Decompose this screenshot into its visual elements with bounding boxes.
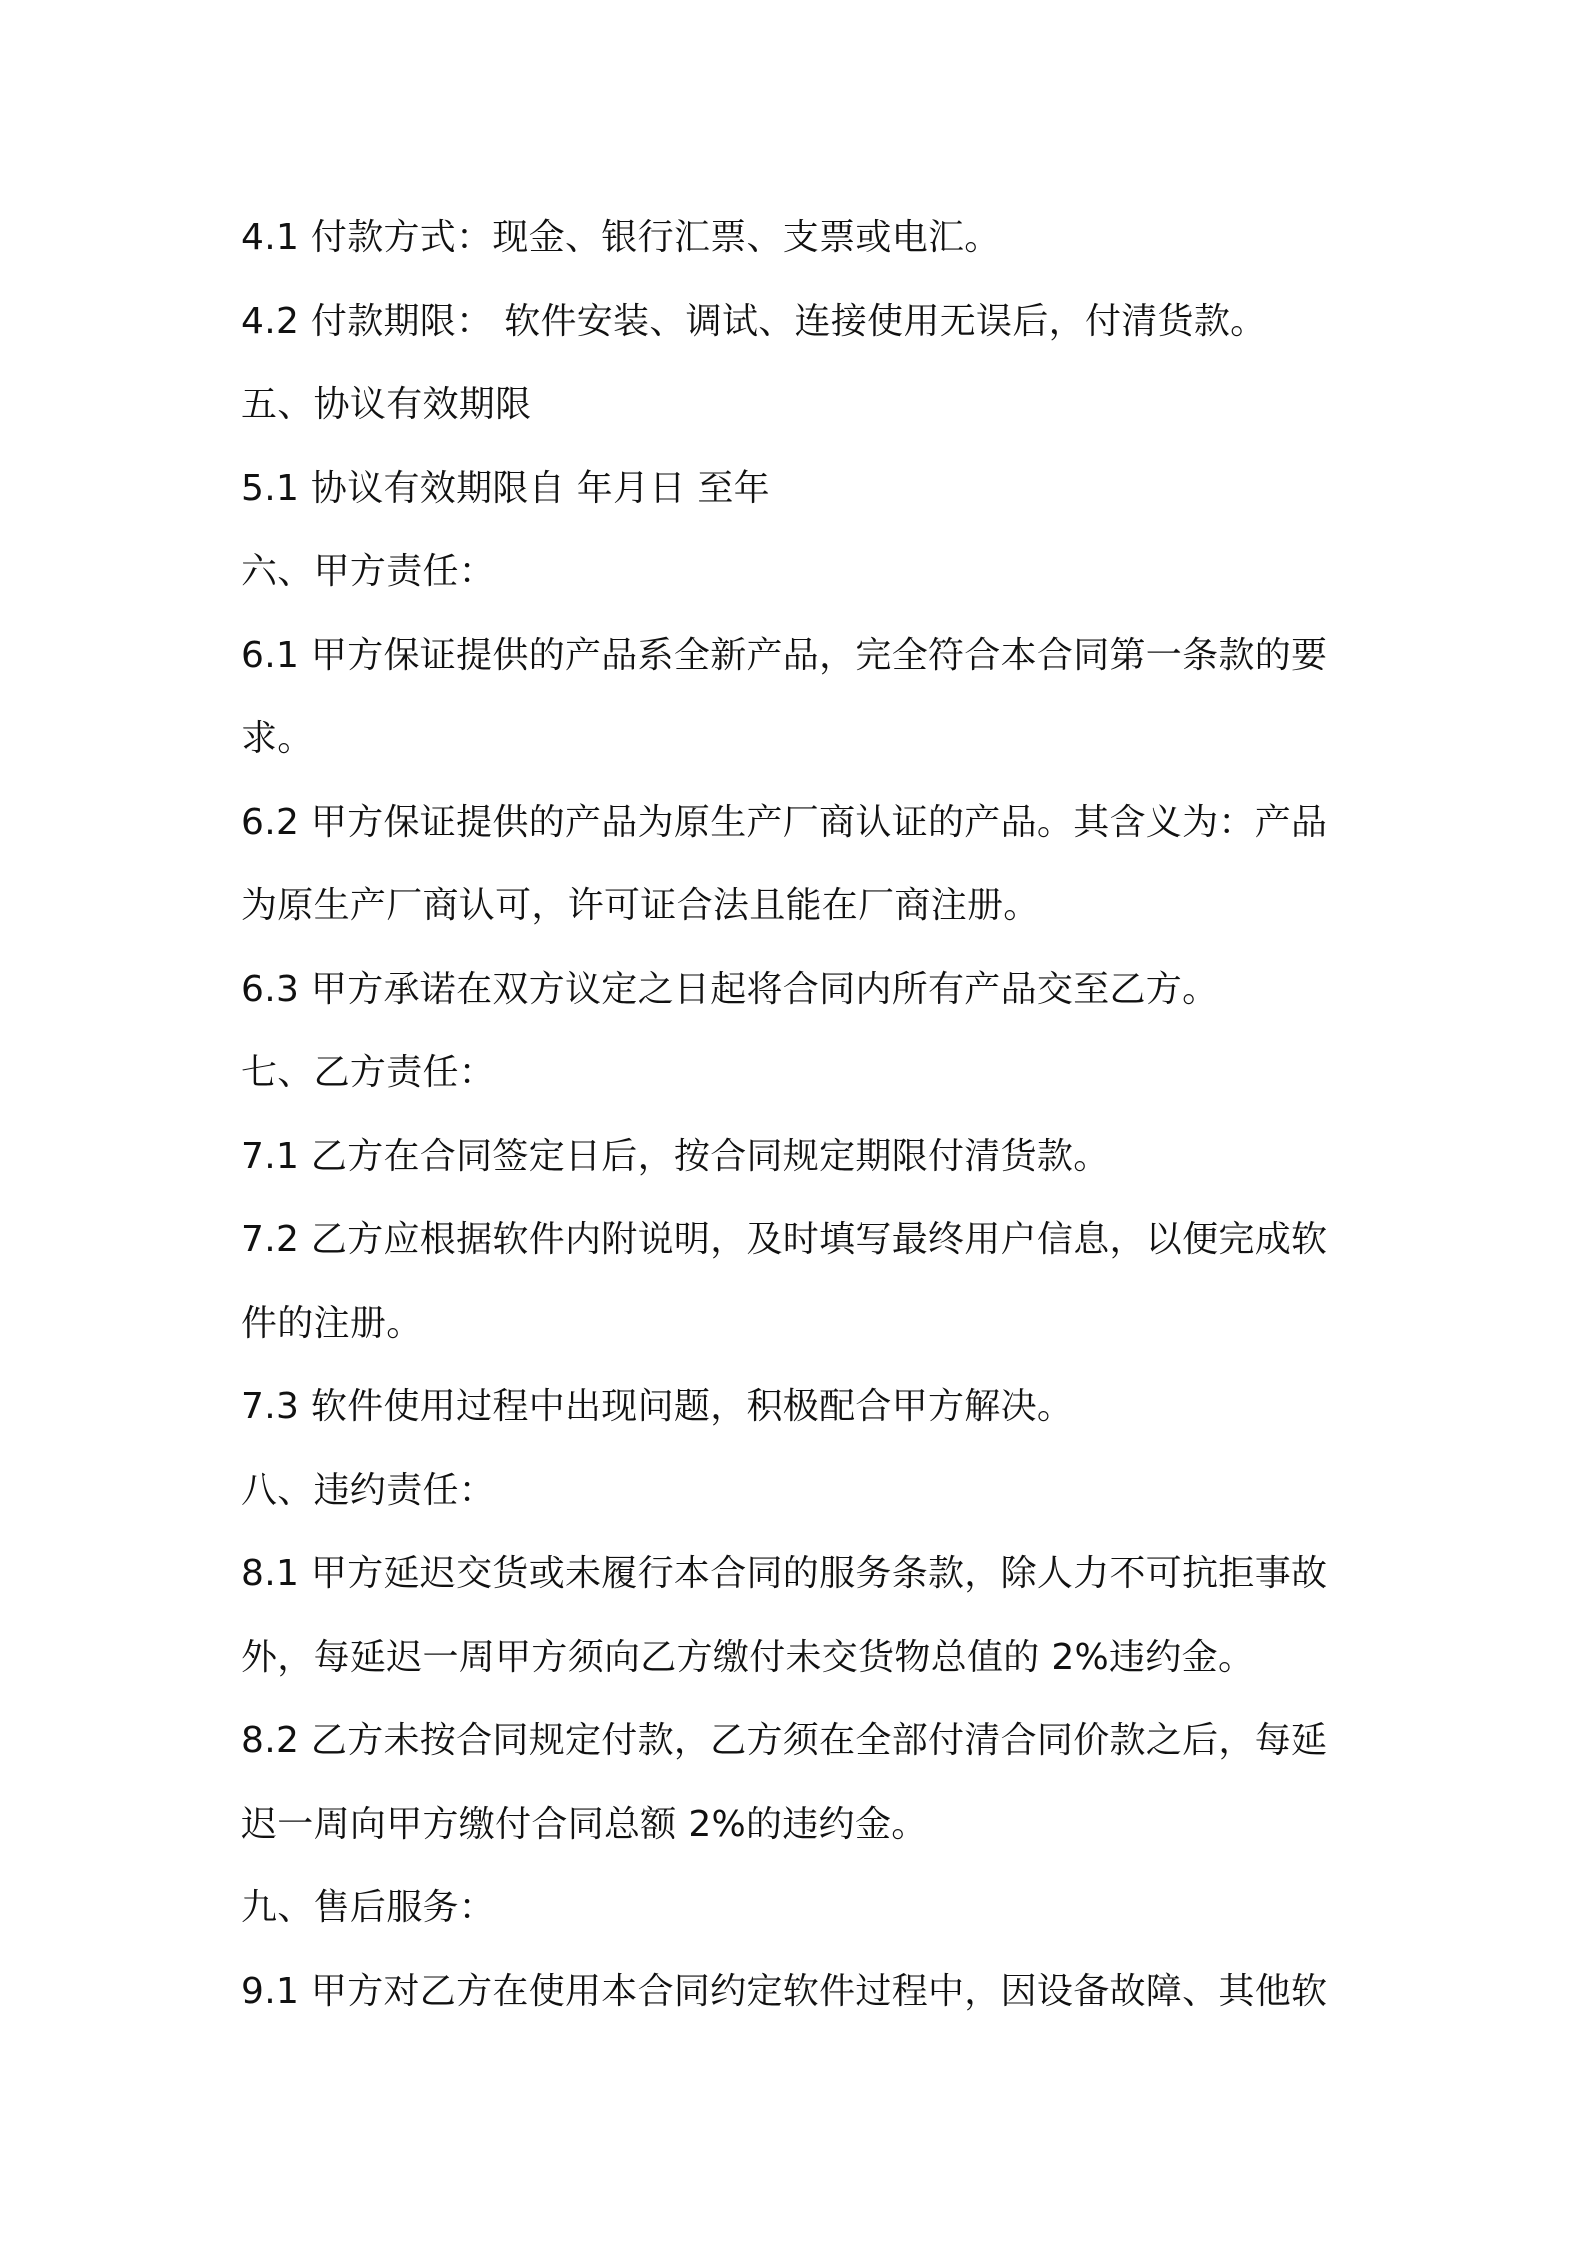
clause-8-2-line-2: 迟一周向甲方缴付合同总额 2%的违约金。 [241, 1803, 928, 1845]
section-7-heading: 七、乙方责任： [241, 1052, 496, 1093]
clause-6-3: 6.3 甲方承诺在双方议定之日起将合同内所有产品交至乙方。 [241, 968, 1219, 1010]
clause-8-1-line-1: 8.1 甲方延迟交货或未履行本合同的服务条款，除人力不可抗拒事故 [241, 1553, 1328, 1594]
clause-7-2-line-1: 7.2 乙方应根据软件内附说明，及时填写最终用户信息，以便完成软 [241, 1219, 1328, 1260]
clause-6-1-line-2: 求。 [241, 718, 314, 759]
section-6-heading: 六、甲方责任： [241, 551, 496, 592]
clause-8-1-line-2: 外，每延迟一周甲方须向乙方缴付未交货物总值的 2%违约金。 [241, 1636, 1255, 1678]
clause-5-1: 5.1 协议有效期限自 年月日 至年 [241, 467, 770, 509]
clause-4-1: 4.1 付款方式：现金、银行汇票、支票或电汇。 [241, 217, 1001, 258]
section-8-heading: 八、违约责任： [241, 1469, 496, 1511]
clause-6-1-line-1: 6.1 甲方保证提供的产品系全新产品，完全符合本合同第一条款的要 [241, 634, 1328, 676]
section-9-heading: 九、售后服务： [241, 1887, 496, 1928]
clause-4-2: 4.2 付款期限： 软件安装、调试、连接使用无误后，付清货款。 [241, 300, 1267, 342]
clause-6-2-line-2: 为原生产厂商认可，许可证合法且能在厂商注册。 [241, 885, 1040, 926]
clause-6-2-line-1: 6.2 甲方保证提供的产品为原生产厂商认证的产品。其含义为：产品 [241, 801, 1328, 843]
contract-text-body [241, 196, 1361, 2033]
clause-7-2-line-2: 件的注册。 [241, 1302, 423, 1344]
clause-7-1: 7.1 乙方在合同签定日后，按合同规定期限付清货款。 [241, 1135, 1110, 1177]
clause-8-2-line-1: 8.2 乙方未按合同规定付款，乙方须在全部付清合同价款之后，每延 [241, 1720, 1328, 1761]
section-5-heading: 五、协议有效期限 [241, 384, 532, 425]
clause-7-3: 7.3 软件使用过程中出现问题，积极配合甲方解决。 [241, 1386, 1074, 1427]
clause-9-1-line-1: 9.1 甲方对乙方在使用本合同约定软件过程中，因设备故障、其他软 [241, 1970, 1328, 2012]
